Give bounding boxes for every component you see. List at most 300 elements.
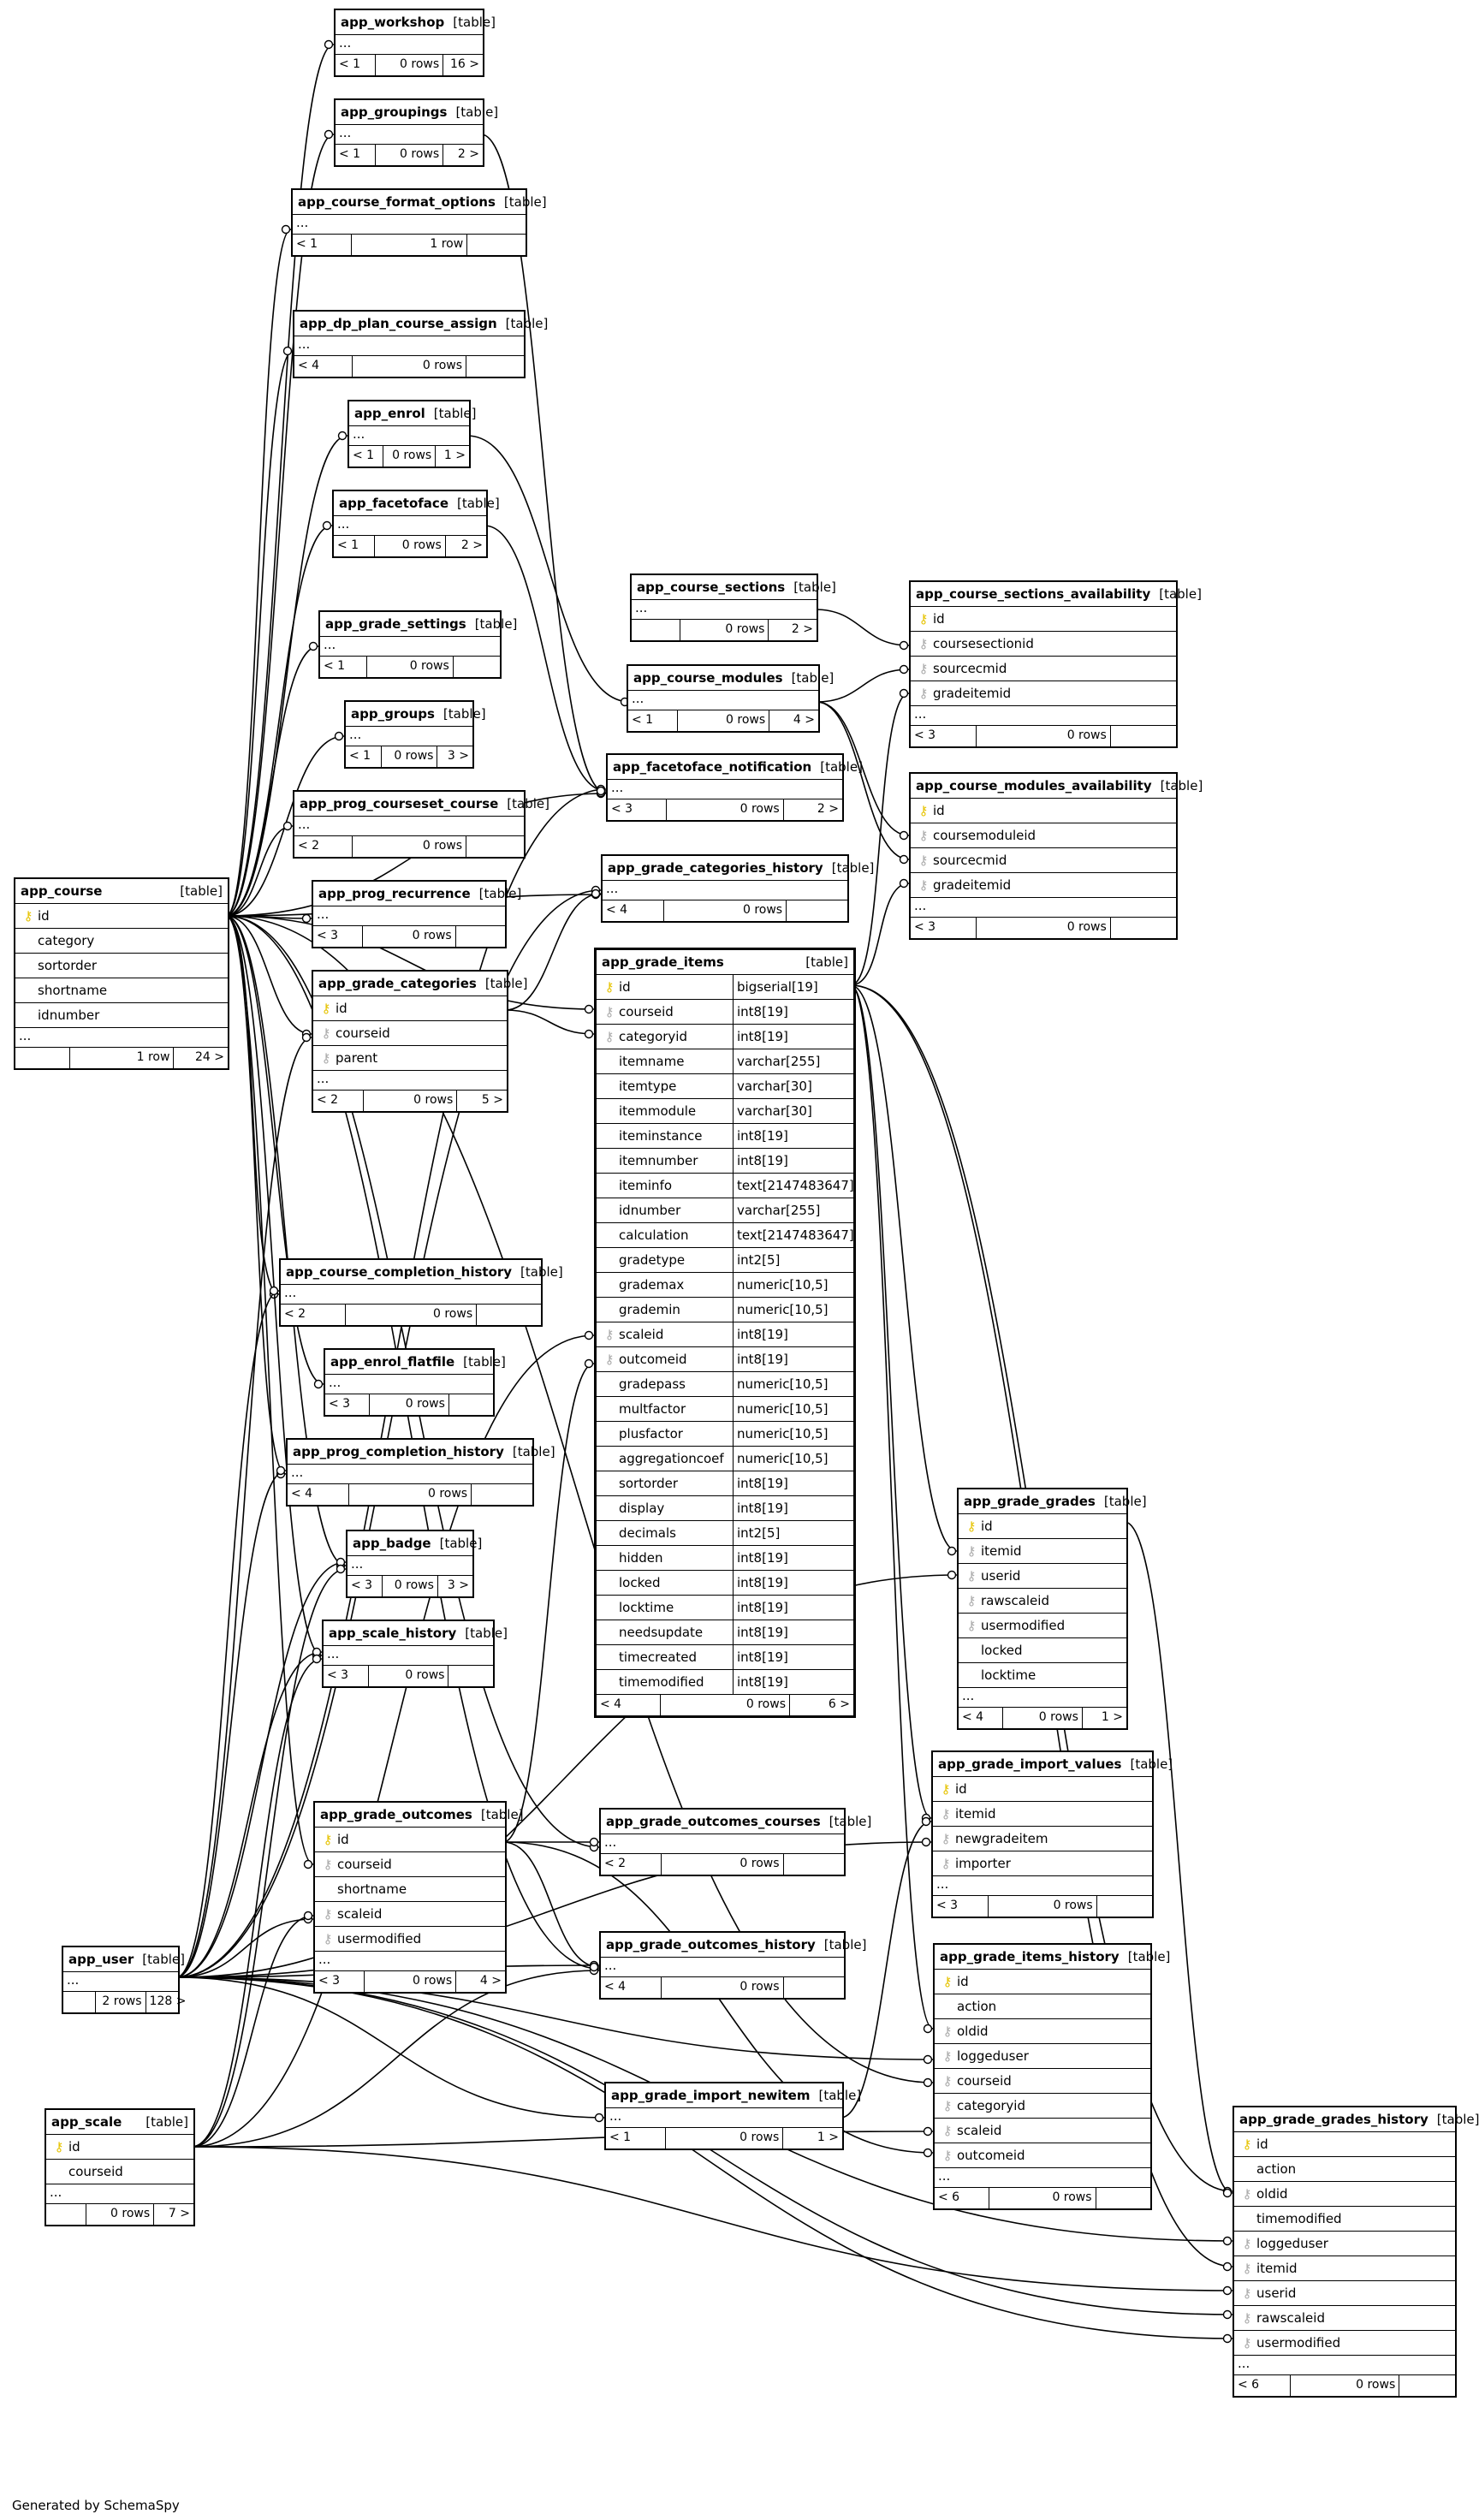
table-app-grade-items[interactable] <box>594 948 856 1718</box>
column-row[interactable] <box>933 1802 1152 1827</box>
table-app-grade-import-newitem[interactable] <box>604 2082 862 2150</box>
column-row[interactable] <box>911 848 1176 873</box>
more-columns-indicator: ... <box>601 1834 844 1854</box>
table-header[interactable] <box>63 1947 185 1972</box>
column-type: text[2147483647] <box>733 1223 853 1247</box>
foreign-key-icon: ⚷ <box>1242 2236 1252 2251</box>
row-count: 0 rows <box>365 1971 456 1992</box>
child-count <box>784 1854 844 1875</box>
table-app-groupings[interactable] <box>334 98 499 167</box>
table-name: app_grade_categories <box>318 976 477 991</box>
table-app-grade-grades-history[interactable] <box>1232 2106 1479 2398</box>
column-row[interactable] <box>15 1003 228 1028</box>
column-row[interactable] <box>46 2160 193 2184</box>
table-app-workshop[interactable] <box>334 9 496 77</box>
more-columns-indicator: ... <box>628 691 818 710</box>
relationship-end-marker <box>900 880 908 888</box>
parent-count: < 4 <box>601 1977 662 1998</box>
table-app-course-sections[interactable] <box>630 574 836 642</box>
table-name: app_scale <box>51 2114 122 2130</box>
column-row[interactable] <box>15 978 228 1003</box>
table-header[interactable] <box>346 702 486 727</box>
child-count: 2 > <box>817 802 839 816</box>
column-name: id <box>955 1781 967 1797</box>
table-footer <box>15 1048 228 1068</box>
column-type: numeric[10,5] <box>733 1273 853 1297</box>
more-columns-indicator: ... <box>15 1028 228 1048</box>
column-name: userid <box>1256 2285 1297 2301</box>
table-header[interactable] <box>293 190 547 215</box>
table-header[interactable] <box>313 972 528 996</box>
table-footer <box>632 620 817 640</box>
column-name: itemid <box>1256 2261 1298 2276</box>
column-row[interactable] <box>933 1827 1152 1851</box>
column-row[interactable] <box>935 2069 1150 2094</box>
table-header[interactable] <box>608 755 863 780</box>
column-name: courseid <box>957 2073 1012 2089</box>
foreign-key-icon: ⚷ <box>1242 2285 1252 2301</box>
column-row[interactable] <box>935 1970 1150 1994</box>
table-header[interactable] <box>603 856 875 881</box>
column-name: scaleid <box>619 1327 664 1342</box>
table-app-groups[interactable] <box>344 700 486 769</box>
column-row[interactable] <box>597 975 853 1000</box>
column-row[interactable] <box>46 2135 193 2160</box>
column-name: action <box>957 1999 997 2014</box>
parent-count: < 3 <box>324 1666 369 1686</box>
column-name: id <box>38 908 50 924</box>
foreign-key-icon: ⚷ <box>918 877 929 893</box>
table-type-tag: [table] <box>1160 778 1203 793</box>
column-row[interactable] <box>15 904 228 929</box>
relationship-edge <box>505 1010 594 1034</box>
column-name: sortorder <box>38 958 98 973</box>
column-row[interactable] <box>911 681 1176 706</box>
parent-count: < 3 <box>315 1971 365 1992</box>
column-type: varchar[255] <box>733 1198 853 1222</box>
table-type-tag: [table] <box>455 104 499 120</box>
more-columns-indicator: ... <box>601 1958 844 1977</box>
column-row[interactable] <box>597 1496 853 1521</box>
table-header[interactable] <box>935 1945 1171 1970</box>
column-row[interactable] <box>911 657 1176 681</box>
column-row[interactable] <box>597 1149 853 1174</box>
column-row[interactable] <box>315 1828 505 1852</box>
column-row[interactable] <box>597 1422 853 1447</box>
primary-key-icon: ⚷ <box>1242 2137 1252 2152</box>
more-columns-indicator: ... <box>911 898 1176 918</box>
table-footer <box>601 1977 844 1998</box>
column-name: oldid <box>1256 2186 1288 2202</box>
table-app-course-format-options[interactable] <box>291 188 547 257</box>
column-row[interactable] <box>597 1049 853 1074</box>
table-header[interactable] <box>349 401 477 426</box>
column-row[interactable] <box>933 1777 1152 1802</box>
column-name: importer <box>955 1856 1011 1871</box>
column-row[interactable] <box>1234 2207 1455 2232</box>
row-count: 0 rows <box>353 836 466 857</box>
column-row[interactable] <box>597 1124 853 1149</box>
table-header[interactable] <box>294 312 549 336</box>
row-count: 1 row <box>70 1048 175 1068</box>
column-row[interactable] <box>1234 2306 1455 2331</box>
relationship-edge <box>176 1291 279 1977</box>
relationship-end-marker <box>924 2079 932 2087</box>
table-app-grade-outcomes-courses[interactable] <box>599 1808 872 1876</box>
column-row[interactable] <box>911 823 1176 848</box>
more-columns-indicator: ... <box>324 1646 493 1666</box>
table-app-prog-recurrence[interactable] <box>312 880 522 948</box>
foreign-key-icon: ⚷ <box>323 1931 333 1946</box>
column-row[interactable] <box>597 1025 853 1049</box>
column-row[interactable] <box>1234 2182 1455 2207</box>
table-header[interactable] <box>313 882 522 906</box>
column-row[interactable] <box>597 1198 853 1223</box>
column-row[interactable] <box>597 1397 853 1422</box>
column-row[interactable] <box>1234 2132 1455 2157</box>
table-app-user[interactable] <box>62 1946 187 2014</box>
table-app-scale-history[interactable] <box>322 1620 508 1688</box>
column-name: gradeitemid <box>933 877 1012 893</box>
relationship-edge <box>851 985 931 1818</box>
relationship-end-marker <box>1224 2311 1232 2319</box>
table-app-grade-settings[interactable] <box>318 610 518 679</box>
table-type-tag: [table] <box>443 706 486 722</box>
table-header[interactable] <box>601 1933 867 1958</box>
column-row[interactable] <box>1234 2331 1455 2356</box>
column-row[interactable] <box>959 1514 1126 1539</box>
column-type: numeric[10,5] <box>733 1372 853 1396</box>
relationship-end-marker <box>585 1006 593 1013</box>
column-row[interactable] <box>597 1471 853 1496</box>
child-count <box>466 356 524 377</box>
table-app-grade-categories-history[interactable] <box>601 854 875 923</box>
column-row[interactable] <box>315 1902 505 1927</box>
table-name: app_course_sections_availability <box>916 586 1151 602</box>
table-app-enrol[interactable] <box>347 400 477 468</box>
parent-count: < 1 <box>606 2128 666 2149</box>
relationship-end-marker <box>923 1818 930 1826</box>
parent-count: < 3 <box>313 926 363 947</box>
column-name: category <box>38 933 95 948</box>
table-app-course-sections-availability[interactable] <box>909 580 1202 748</box>
column-row[interactable] <box>597 1174 853 1198</box>
more-columns-indicator: ... <box>313 906 505 926</box>
column-row[interactable] <box>597 1571 853 1596</box>
relationship-end-marker <box>277 1467 285 1475</box>
table-header[interactable] <box>959 1489 1147 1514</box>
table-header[interactable] <box>597 950 853 975</box>
column-name: parent <box>336 1050 378 1066</box>
table-footer <box>46 2204 193 2225</box>
column-row[interactable] <box>1234 2157 1455 2182</box>
column-row[interactable] <box>1234 2232 1455 2256</box>
table-header[interactable] <box>324 1621 508 1646</box>
column-type: int8[19] <box>733 1322 853 1346</box>
table-app-grade-grades[interactable] <box>957 1488 1147 1730</box>
child-count <box>466 836 524 857</box>
table-type-tag: [table] <box>503 194 547 210</box>
column-row[interactable] <box>597 1298 853 1322</box>
column-row[interactable] <box>597 1645 853 1670</box>
table-header[interactable] <box>911 774 1203 799</box>
parent-count: < 4 <box>294 356 353 377</box>
relationship-edge <box>176 1977 604 2118</box>
table-app-grade-items-history[interactable] <box>933 1943 1171 2210</box>
column-row[interactable] <box>597 1347 853 1372</box>
table-header[interactable] <box>288 1440 555 1465</box>
column-row[interactable] <box>935 2143 1150 2168</box>
column-row[interactable] <box>597 1670 853 1695</box>
more-columns-indicator: ... <box>632 600 817 620</box>
column-type: int8[19] <box>733 1124 853 1148</box>
column-row[interactable] <box>933 1851 1152 1876</box>
column-row[interactable] <box>911 607 1176 632</box>
column-row[interactable] <box>15 929 228 954</box>
table-app-course-completion-history[interactable] <box>279 1258 563 1327</box>
table-app-course-modules[interactable] <box>627 664 835 733</box>
column-row[interactable] <box>911 799 1176 823</box>
table-app-facetoface[interactable] <box>332 490 500 558</box>
parent-count <box>15 1048 70 1068</box>
column-row[interactable] <box>959 1589 1126 1614</box>
parent-count: < 2 <box>294 836 353 857</box>
table-name: app_course_format_options <box>298 194 496 210</box>
relationship-end-marker <box>924 2149 932 2157</box>
table-footer <box>608 799 842 820</box>
relationship-end-marker <box>591 1964 598 1971</box>
table-app-badge[interactable] <box>346 1530 483 1598</box>
column-name: courseid <box>68 2164 123 2179</box>
table-header[interactable] <box>336 10 496 35</box>
column-row[interactable] <box>315 1852 505 1877</box>
table-app-grade-outcomes-history[interactable] <box>599 1931 867 2000</box>
primary-key-icon: ⚷ <box>966 1519 977 1534</box>
table-type-tag: [table] <box>465 1626 508 1641</box>
table-header[interactable] <box>325 1350 506 1375</box>
column-row[interactable] <box>597 1099 853 1124</box>
column-row[interactable] <box>935 2044 1150 2069</box>
column-name: id <box>933 803 945 818</box>
table-type-tag: [table] <box>1159 586 1202 602</box>
row-count: 0 rows <box>86 2204 154 2225</box>
column-name: id <box>933 611 945 627</box>
column-name: aggregationcoef <box>619 1451 724 1466</box>
table-header[interactable] <box>46 2110 193 2135</box>
column-row[interactable] <box>959 1614 1126 1638</box>
parent-count: < 6 <box>935 2188 989 2208</box>
column-row[interactable] <box>313 1046 507 1071</box>
table-footer <box>281 1305 541 1325</box>
column-row[interactable] <box>597 1596 853 1620</box>
table-header[interactable] <box>281 1260 563 1285</box>
column-name: sourcecmid <box>933 853 1007 868</box>
relationship-end-marker <box>303 915 311 923</box>
column-row[interactable] <box>597 1447 853 1471</box>
column-row[interactable] <box>597 1000 853 1025</box>
table-app-course-modules-availability[interactable] <box>909 772 1203 940</box>
row-count: 0 rows <box>353 356 466 377</box>
foreign-key-icon: ⚷ <box>918 686 929 701</box>
table-app-facetoface-notification[interactable] <box>606 753 863 822</box>
table-header[interactable] <box>911 582 1202 607</box>
column-row[interactable] <box>313 996 507 1021</box>
table-name: app_badge <box>353 1536 431 1551</box>
column-row[interactable] <box>597 1223 853 1248</box>
relationship-end-marker <box>585 1031 593 1038</box>
table-app-course[interactable] <box>14 877 229 1070</box>
row-count: 0 rows <box>989 1896 1096 1917</box>
table-type-tag: [table] <box>1130 1756 1173 1772</box>
table-name: app_grade_grades_history <box>1239 2112 1429 2127</box>
relationship-end-marker <box>337 1566 345 1573</box>
table-header[interactable] <box>315 1803 524 1828</box>
column-row[interactable] <box>959 1539 1126 1564</box>
column-row[interactable] <box>935 2019 1150 2044</box>
foreign-key-icon: ⚷ <box>942 2048 953 2064</box>
column-row[interactable] <box>597 1521 853 1546</box>
table-header[interactable] <box>334 491 500 516</box>
child-count <box>448 1666 493 1686</box>
row-count: 0 rows <box>370 1394 449 1415</box>
child-count <box>449 1394 493 1415</box>
more-columns-indicator: ... <box>293 215 526 235</box>
table-footer <box>313 1091 507 1111</box>
table-app-grade-import-values[interactable] <box>931 1750 1173 1918</box>
column-name: gradeitemid <box>933 686 1012 701</box>
table-type-tag: [table] <box>831 860 875 876</box>
table-header[interactable] <box>347 1531 483 1556</box>
column-name: itemnumber <box>619 1153 698 1168</box>
table-name: app_course <box>21 883 103 899</box>
table-name: app_scale_history <box>329 1626 457 1641</box>
table-type-tag: [table] <box>818 2088 862 2103</box>
child-count: 2 > <box>791 622 813 636</box>
table-name: app_grade_grades <box>964 1494 1096 1509</box>
child-count <box>472 1484 532 1505</box>
table-header[interactable] <box>15 879 228 904</box>
foreign-key-icon: ⚷ <box>942 2098 953 2113</box>
table-header[interactable] <box>601 1810 872 1834</box>
primary-key-icon: ⚷ <box>918 803 929 818</box>
column-row[interactable] <box>597 1322 853 1347</box>
parent-count: < 6 <box>1234 2375 1291 2396</box>
column-name: rawscaleid <box>1256 2310 1325 2326</box>
child-count: 2 > <box>460 538 483 552</box>
primary-key-icon: ⚷ <box>942 1974 953 1989</box>
table-name: app_course_sections <box>637 579 786 595</box>
table-header[interactable] <box>336 100 499 125</box>
relationship-end-marker <box>900 642 908 650</box>
more-columns-indicator: ... <box>315 1952 505 1971</box>
parent-count: < 1 <box>320 657 367 677</box>
table-header[interactable] <box>632 575 836 600</box>
column-name: id <box>1256 2137 1268 2152</box>
table-footer <box>294 356 524 377</box>
column-row[interactable] <box>315 1927 505 1952</box>
table-app-dp-plan-course-assign[interactable] <box>293 310 549 378</box>
column-name: idnumber <box>38 1007 100 1023</box>
child-count: 4 > <box>479 1974 502 1988</box>
parent-count: < 4 <box>288 1484 349 1505</box>
column-type: int2[5] <box>733 1521 853 1545</box>
column-row[interactable] <box>911 632 1176 657</box>
parent-count: < 3 <box>325 1394 370 1415</box>
column-row[interactable] <box>597 1074 853 1099</box>
column-row[interactable] <box>1234 2281 1455 2306</box>
column-name: locktime <box>619 1600 674 1615</box>
table-header[interactable] <box>320 612 518 637</box>
column-row[interactable] <box>1234 2256 1455 2281</box>
table-name: app_enrol <box>354 406 425 421</box>
column-type: numeric[10,5] <box>733 1298 853 1322</box>
table-app-enrol-flatfile[interactable] <box>324 1348 506 1417</box>
relationship-end-marker <box>270 1287 278 1295</box>
table-header[interactable] <box>1234 2107 1479 2132</box>
primary-key-icon: ⚷ <box>604 979 615 995</box>
table-header[interactable] <box>294 792 549 817</box>
column-row[interactable] <box>911 873 1176 898</box>
column-row[interactable] <box>935 2094 1150 2119</box>
table-type-tag: [table] <box>439 1536 483 1551</box>
column-row[interactable] <box>935 1994 1150 2019</box>
more-columns-indicator: ... <box>606 2108 842 2128</box>
table-app-scale[interactable] <box>45 2108 195 2226</box>
column-row[interactable] <box>597 1372 853 1397</box>
column-row[interactable] <box>597 1546 853 1571</box>
relationship-edge <box>226 826 293 916</box>
more-columns-indicator: ... <box>313 1071 507 1091</box>
column-row[interactable] <box>959 1564 1126 1589</box>
column-row[interactable] <box>313 1021 507 1046</box>
table-app-grade-outcomes[interactable] <box>313 1801 524 1994</box>
parent-count: < 1 <box>334 536 375 556</box>
column-type: varchar[255] <box>733 1049 853 1073</box>
column-name: sortorder <box>619 1476 679 1491</box>
table-footer <box>324 1666 493 1686</box>
column-name: action <box>1256 2161 1297 2177</box>
table-header[interactable] <box>628 666 835 691</box>
column-row[interactable] <box>959 1663 1126 1688</box>
more-columns-indicator: ... <box>63 1972 178 1992</box>
table-footer <box>346 746 472 767</box>
table-app-prog-courseset-course[interactable] <box>293 790 549 859</box>
more-columns-indicator: ... <box>46 2184 193 2204</box>
column-name: usermodified <box>337 1931 422 1946</box>
column-row[interactable] <box>935 2119 1150 2143</box>
table-name: app_enrol_flatfile <box>330 1354 455 1370</box>
table-type-tag: [table] <box>453 15 496 30</box>
column-row[interactable] <box>597 1620 853 1645</box>
column-row[interactable] <box>597 1248 853 1273</box>
table-header[interactable] <box>606 2083 862 2108</box>
column-row[interactable] <box>15 954 228 978</box>
column-type: int8[19] <box>733 1546 853 1570</box>
column-row[interactable] <box>597 1273 853 1298</box>
relationship-edge <box>815 609 909 645</box>
row-count: 0 rows <box>680 620 769 640</box>
table-header[interactable] <box>933 1752 1173 1777</box>
table-footer <box>334 536 486 556</box>
row-count: 0 rows <box>383 446 436 467</box>
column-row[interactable] <box>959 1638 1126 1663</box>
table-app-prog-completion-history[interactable] <box>286 1438 555 1507</box>
table-app-grade-categories[interactable] <box>312 970 528 1113</box>
relationship-end-marker <box>339 432 347 440</box>
column-type: int8[19] <box>733 1025 853 1049</box>
column-row[interactable] <box>315 1877 505 1902</box>
table-footer <box>320 657 500 677</box>
